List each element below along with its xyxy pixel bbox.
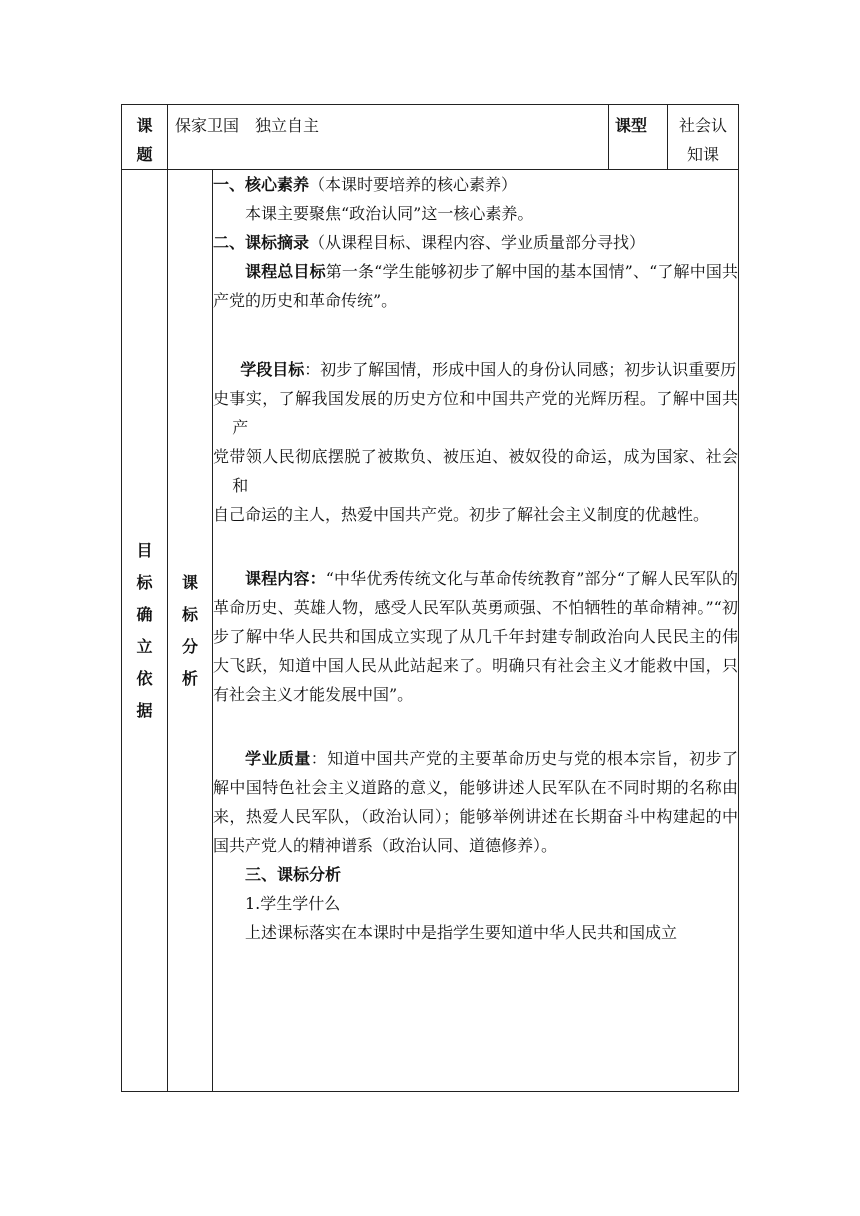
topic-value: 保家卫国 独立自主	[175, 116, 320, 135]
paragraph-academic-quality: 学业质量：知道中国共产党的主要革命历史与党的根本宗旨，初步了解中国特色社会主义道路的意义，能够讲述人民军队在不同时期的名称由来，热爱人民军队，（政治认同）；能够举例讲述在长期奋斗中构建起的中国共产党人的精神谱系（政治认同、道德修养）。	[213, 749, 739, 855]
content-row	[122, 170, 739, 1092]
type-value: 社会认知课	[679, 116, 728, 164]
lesson-plan-table	[121, 104, 739, 1092]
paragraph-course-content: 课程内容：“中华优秀传统文化与革命传统教育”部分“了解人民军队的革命历史、英雄人物，感受人民军队英勇顽强、不怕牺牲的革命精神。”“初步了解中华人民共和国成立实现了从几千年封建专制政治向人民民主的伟大飞跃，知道中国人民从此站起来了。明确只有社会主义才能救中国，只有社会主义才能发展中国”。	[213, 569, 739, 704]
paragraph-stage-goal-3: 党带领人民彻底摆脱了被欺负、被压迫、被奴役的命运，成为国家、社会和	[213, 447, 739, 495]
type-value-cell	[668, 105, 739, 170]
outer-label-cell	[122, 170, 168, 1092]
header-row	[122, 105, 739, 170]
content-cell	[213, 170, 739, 1092]
topic-label: 课题	[136, 116, 153, 164]
paragraph-lesson-implementation: 上述课标落实在本课时中是指学生要知道中华人民共和国成立	[245, 923, 678, 942]
paragraph-stage-goal-4: 自己命运的主人，热爱中国共产党。初步了解社会主义制度的优越性。	[213, 505, 710, 524]
topic-label-cell	[122, 105, 168, 170]
paragraph-stage-goal-1: 学段目标：初步了解国情，形成中国人的身份认同感；初步认识重要历	[240, 360, 737, 379]
heading-core-literacy: 一、核心素养（本课时要培养的核心素养）	[213, 175, 518, 194]
type-label: 课型	[615, 116, 648, 135]
inner-label-cell	[168, 170, 213, 1092]
outer-label: 目标确立依据	[136, 540, 153, 720]
heading-standards-excerpt: 二、课标摘录（从课程目标、课程内容、学业质量部分寻找）	[213, 233, 646, 252]
paragraph-overall-goal: 课程总目标第一条“学生能够初步了解中国的基本国情”、“了解中国共产党的历史和革命传统”。	[213, 262, 738, 310]
inner-label: 课标分析	[181, 572, 198, 688]
paragraph-what-students-learn: 1.学生学什么	[245, 894, 341, 913]
heading-standards-analysis: 三、课标分析	[245, 865, 342, 884]
type-label-cell	[609, 105, 668, 170]
paragraph-stage-goal-2: 史事实，了解我国发展的历史方位和中国共产党的光辉历程。了解中国共产	[213, 389, 739, 437]
paragraph-core-literacy: 本课主要聚焦“政治认同”这一核心素养。	[245, 204, 534, 223]
topic-value-cell	[168, 105, 609, 170]
